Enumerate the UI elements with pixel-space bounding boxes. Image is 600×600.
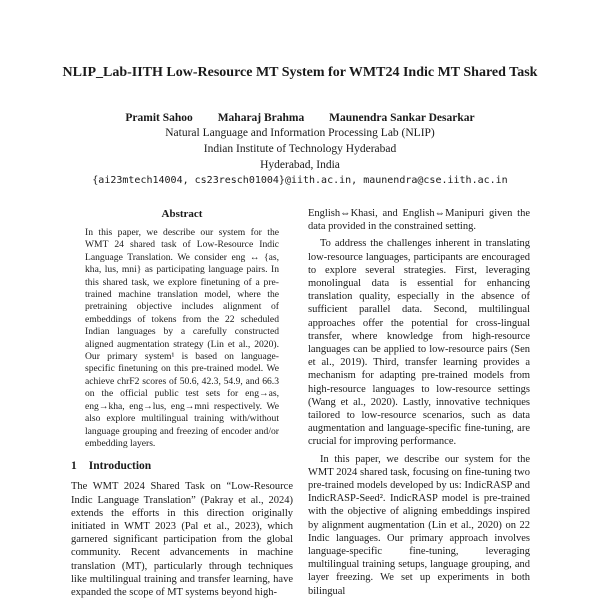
introduction-paragraph: The WMT 2024 Shared Task on “Low-Resource Indic Language Translation” (Pakray et al., 2024) extends the efforts in this direction originally initiated in WMT 2023 (Pal et al., 2023), which garnered significant participation from the global community. Recent advancements in machine translation (MT), particularly through techniques like multilingual training and transfer learning, have expanded the scope of MT systems beyond high- [71,481,293,598]
right-column [308,207,530,598]
left-column [71,207,293,599]
paper-title: NLIP_Lab-IITH Low-Resource MT System for WMT24 Indic MT Shared Task [62,65,538,80]
affiliation-city: Hyderabad, India [260,159,340,171]
abstract-heading: Abstract [161,208,203,220]
author-name: Maunendra Sankar Desarkar [329,112,475,124]
section-number: 1 [71,460,77,473]
author-name: Maharaj Brahma [217,112,305,124]
author-name: Pramit Sahoo [125,112,193,124]
abstract-text: In this paper, we describe our system for the WMT 24 shared task of Low-Resource Indic Language Translation. We consider eng ↔ {as, kha, lus, mni} as participating language pairs. In this shared task, we explore finetuning of a pre-trained machine translation model, where the pretraining objective includes alignment of embeddings of tokens from the 22 scheduled Indian languages by a carefully constructed aligned augmentation strategy (Lin et al., 2020). Our primary system¹ is based on language-specific finetuning on this pre-trained model. We achieve chrF2 scores of 50.6, 42.3, 54.9, and 66.3 on the official public test sets for eng→as, eng→kha, eng→lus, eng→mni respectively. We also explore multilingual training with/without language grouping and freezing of encoder and/or embedding layers. [85,227,279,449]
section-title: Introduction [88,460,152,473]
affiliation-lab: Natural Language and Information Processing Lab (NLIP) [165,127,435,139]
author-list [0,110,600,126]
author-emails: {ai23mtech14004, cs23resch01004}@iith.ac.in, maunendra@cse.iith.ac.in [92,175,508,186]
continued-paragraph: English⇔Khasi, and English⇔Manipuri given the data provided in the constrained setting. [308,208,530,233]
affiliation-block [0,125,600,189]
challenges-paragraph: To address the challenges inherent in translating low-resource languages, participants are encouraged to explore several strategies. First, leveraging monolingual data is essential for enhancing translation quality, especially in the absence of sufficient parallel data. Second, multilingual approaches offer the potential for cross-lingual transfer, where knowledge from high-resource languages can be applied to low-resource pairs (Sen et al., 2019). Third, transfer learning provides a mechanism for adapting pre-trained models from high-resource languages to low-resource settings (Wang et al., 2020). Lastly, innovative techniques tailored to low-resource scenarios, such as data augmentation and language-specific fine-tuning, are crucial for improving performance. [308,238,530,448]
system-description-paragraph: In this paper, we describe our system for the WMT 2024 shared task, focusing on fine-tuning two pre-trained models developed by us: IndicRASP and IndicRASP-Seed². IndicRASP model is pre-trained with the objective of aligning embeddings inspired by alignment augmentation (Lin et al., 2020) on 22 Indic languages. Our primary approach involves language-specific fine-tuning, leveraging multilingual training setups, language grouping, and layer freezing. We set up experiments in both bilingual [308,453,530,597]
affiliation-institute: Indian Institute of Technology Hyderabad [203,143,397,155]
section-heading-introduction [71,459,293,473]
